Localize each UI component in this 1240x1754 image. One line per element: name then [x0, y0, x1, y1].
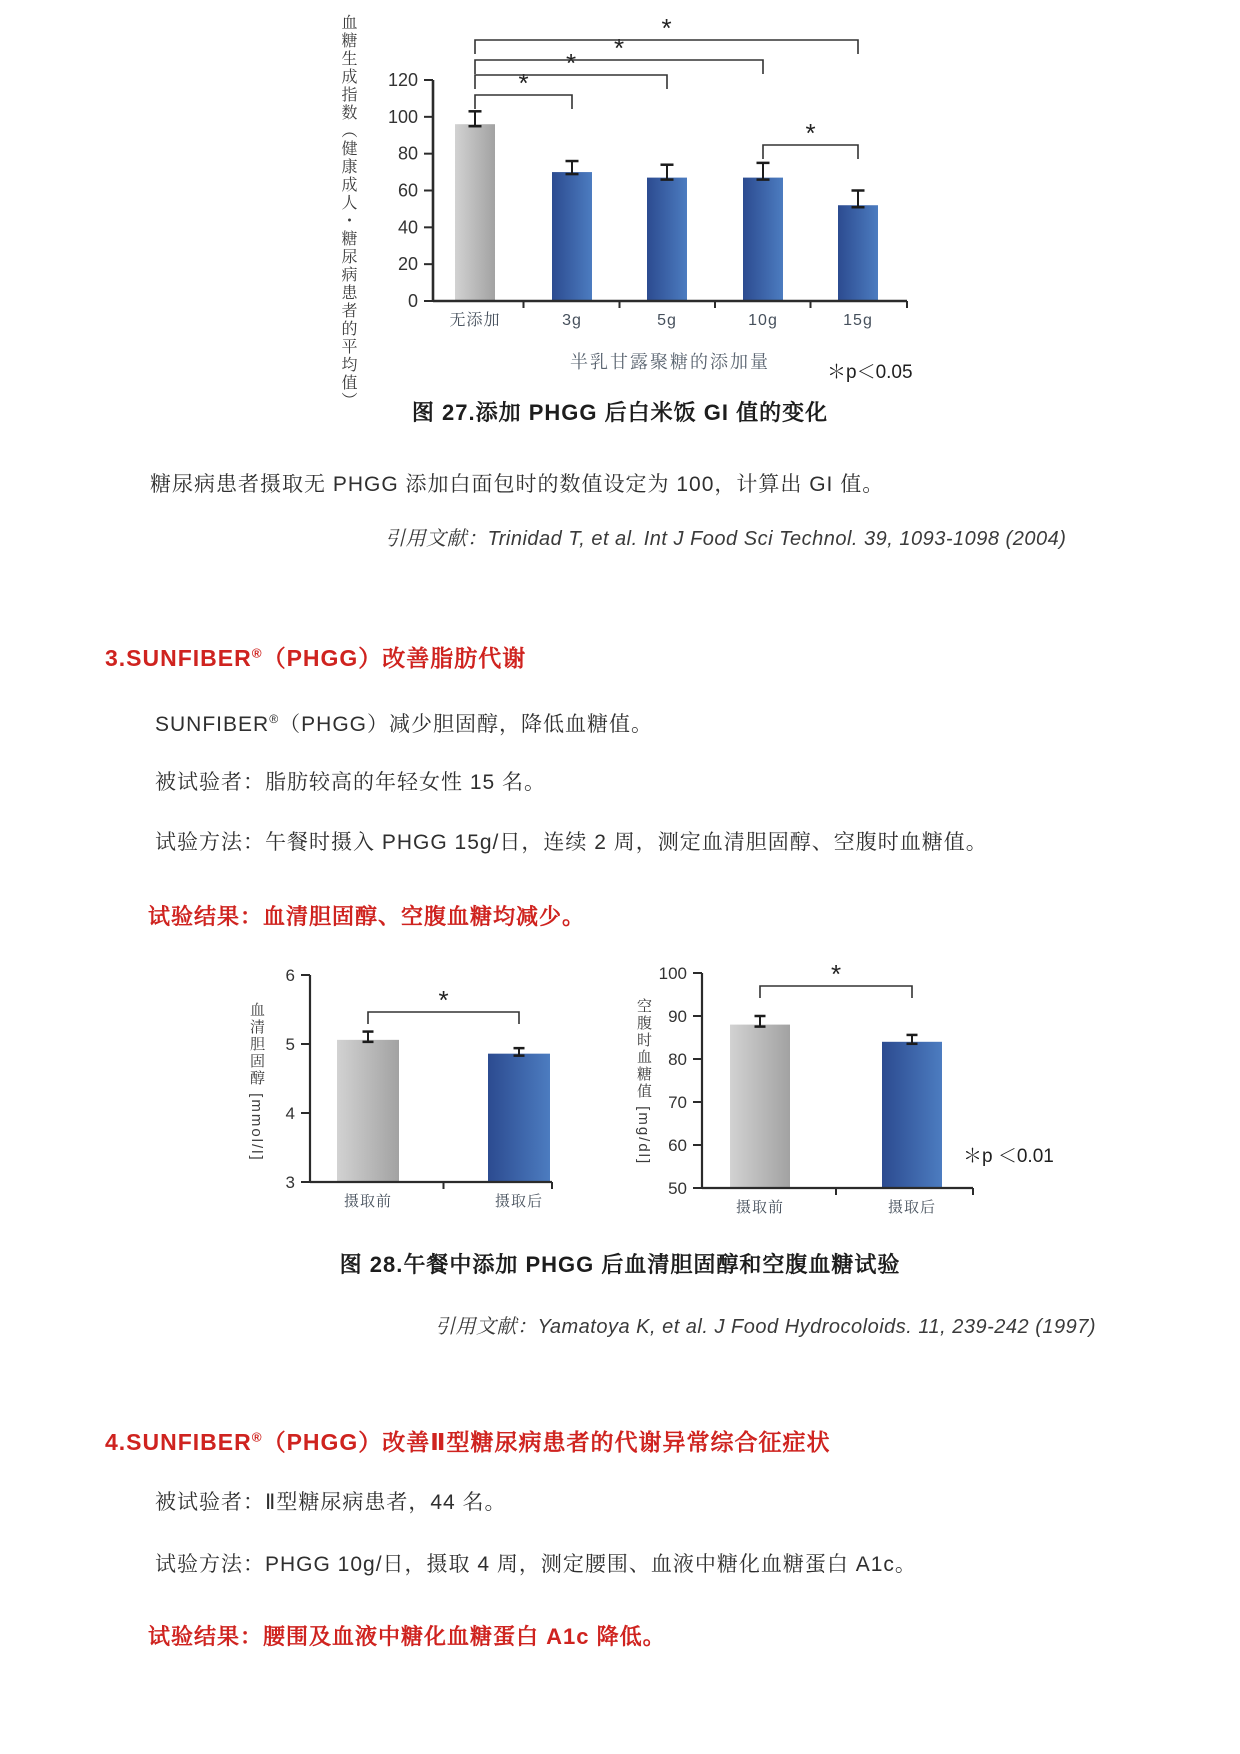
figure28-left-chart [240, 870, 570, 1230]
section4-method: 试验方法：PHGG 10g/日，摄取 4 周，测定腰围、血液中糖化血糖蛋白 A1c。 [155, 1553, 917, 1576]
section3-subjects: 被试验者：脂肪较高的年轻女性 15 名。 [155, 771, 547, 794]
svg-text:3: 3 [285, 1173, 295, 1192]
svg-text:4: 4 [285, 1104, 295, 1123]
section4-result: 试验结果：腰围及血液中糖化血糖蛋白 A1c 降低。 [148, 1624, 666, 1649]
svg-text:20: 20 [397, 254, 418, 275]
svg-text:*: * [565, 48, 577, 78]
svg-text:15g: 15g [843, 312, 873, 329]
registered-mark: ® [251, 645, 263, 661]
figure28-caption: 图 28.午餐中添加 PHGG 后血清胆固醇和空腹血糖试验 [339, 1252, 901, 1277]
svg-text:90: 90 [668, 1007, 687, 1026]
gi-calculation-note: 糖尿病患者摄取无 PHGG 添加白面包时的数值设定为 100，计算出 GI 值。 [150, 473, 885, 496]
section3-result: 试验结果：血清胆固醇、空腹血糖均减少。 [148, 904, 586, 929]
svg-text:＊p＜0.05: ＊p＜0.05 [827, 362, 913, 383]
svg-text:*: * [613, 33, 625, 63]
registered-mark: ® [269, 712, 280, 726]
svg-text:10g: 10g [748, 312, 778, 329]
section4-heading [105, 1424, 830, 1457]
section3-heading-suffix: （PHGG）改善脂肪代谢 [262, 645, 527, 671]
svg-text:5: 5 [285, 1035, 295, 1054]
svg-text:摄取后: 摄取后 [887, 1199, 937, 1216]
svg-text:120: 120 [387, 70, 418, 90]
svg-text:*: * [438, 985, 449, 1015]
figure28-right-chart [625, 870, 1070, 1230]
section3-intro-suffix: （PHGG）减少胆固醇，降低血糖值。 [279, 713, 653, 736]
citation-trinidad: 引用文献：Trinidad T, et al. Int J Food Sci Technol. 39, 1093-1098 (2004) [385, 528, 1067, 550]
svg-text:60: 60 [668, 1136, 687, 1155]
svg-text:摄取前: 摄取前 [343, 1193, 393, 1210]
section3-heading [105, 640, 526, 673]
citation-yamatoya: 引用文献：Yamatoya K, et al. J Food Hydrocoloids. 11, 239-242 (1997) [435, 1316, 1097, 1338]
section4-heading-suffix: （PHGG）改善Ⅱ型糖尿病患者的代谢异常综合征症状 [262, 1429, 831, 1455]
svg-text:＊p ＜0.01: ＊p ＜0.01 [963, 1146, 1054, 1167]
svg-text:80: 80 [668, 1050, 687, 1069]
svg-text:80: 80 [397, 143, 418, 164]
figure28-right-y-axis-label: 空腹时血糖值 [mg/dl] [635, 998, 652, 1166]
figure27-caption: 图 27.添加 PHGG 后白米饭 GI 值的变化 [411, 400, 829, 425]
svg-text:半乳甘露聚糖的添加量: 半乳甘露聚糖的添加量 [570, 352, 770, 372]
section3-heading-prefix: 3.SUNFIBER [105, 645, 252, 671]
registered-mark: ® [251, 1429, 263, 1445]
svg-text:40: 40 [397, 217, 418, 238]
svg-text:60: 60 [397, 180, 418, 201]
section3-method: 试验方法：午餐时摄入 PHGG 15g/日，连续 2 周，测定血清胆固醇、空腹时血糖值。 [155, 831, 988, 854]
svg-text:0: 0 [407, 291, 418, 311]
svg-text:摄取后: 摄取后 [494, 1193, 544, 1210]
svg-text:摄取前: 摄取前 [735, 1199, 785, 1216]
section3-intro-prefix: SUNFIBER [155, 713, 270, 736]
svg-text:6: 6 [285, 966, 295, 985]
svg-text:无添加: 无添加 [449, 312, 501, 329]
svg-text:*: * [830, 959, 842, 989]
svg-text:5g: 5g [657, 312, 677, 329]
svg-text:100: 100 [658, 964, 687, 983]
figure27-chart [330, 10, 920, 390]
svg-text:*: * [518, 68, 529, 98]
section4-subjects: 被试验者：Ⅱ型糖尿病患者，44 名。 [155, 1491, 507, 1514]
figure28-left-y-axis-label: 血清胆固醇 [mmol/l] [248, 1002, 265, 1162]
svg-text:*: * [661, 13, 672, 43]
svg-text:*: * [805, 118, 816, 148]
section4-heading-prefix: 4.SUNFIBER [105, 1429, 252, 1455]
section3-intro [155, 708, 653, 738]
svg-text:70: 70 [668, 1093, 687, 1112]
svg-text:50: 50 [668, 1179, 687, 1198]
svg-text:3g: 3g [562, 312, 582, 329]
figure27-y-axis-label: 血糖生成指数（健康成人・糖尿病患者的平均值） [339, 14, 356, 410]
svg-text:100: 100 [387, 106, 418, 127]
